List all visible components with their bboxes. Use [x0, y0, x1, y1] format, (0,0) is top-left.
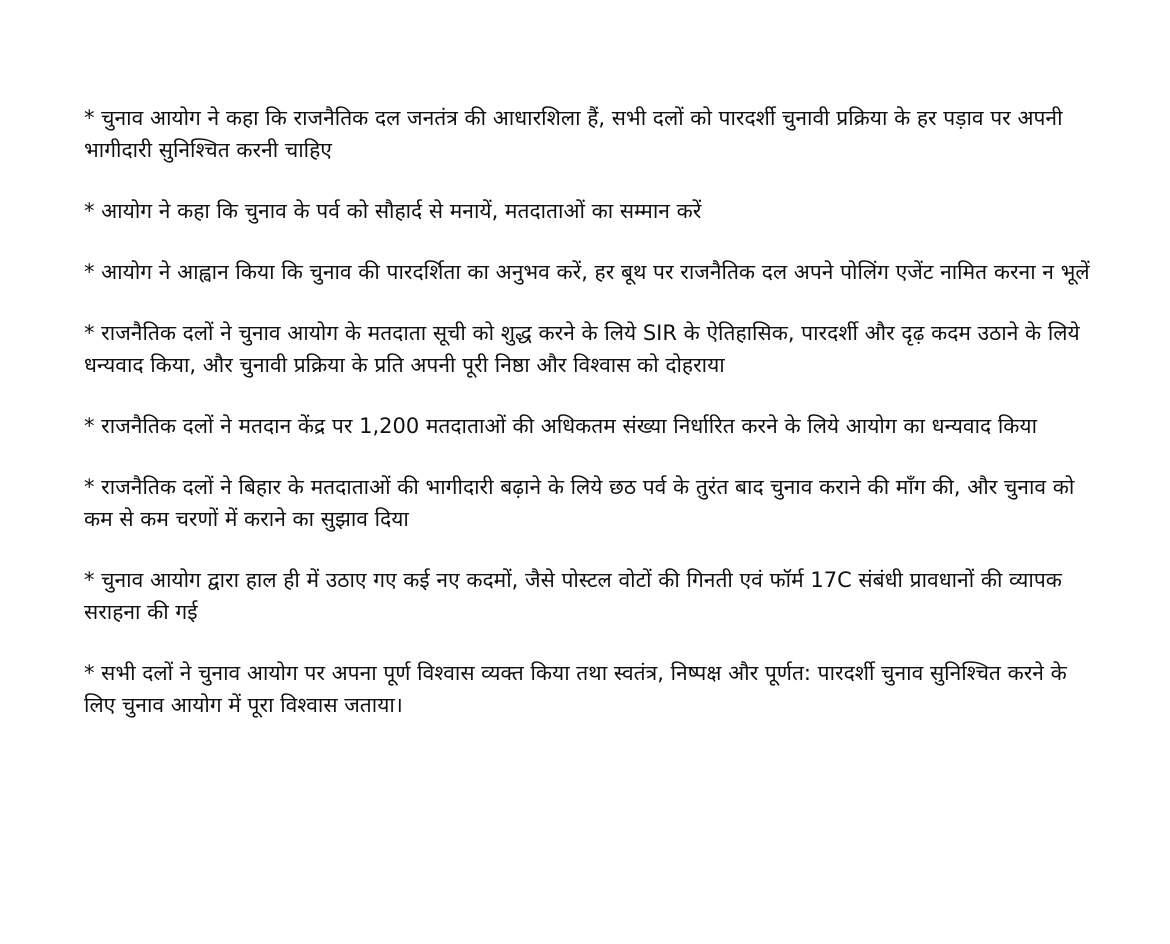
bullet-point: * राजनैतिक दलों ने बिहार के मतदाताओं की भागीदारी बढ़ाने के लिये छठ पर्व के तुरंत बाद चुनाव कराने की माँग की, और चुनाव को कम से कम चरणों में कराने का सुझाव दिया [84, 475, 1075, 531]
bullet-point: * आयोग ने कहा कि चुनाव के पर्व को सौहार्द से मनायें, मतदाताओं का सम्मान करें [84, 199, 702, 223]
bullet-point: * चुनाव आयोग ने कहा कि राजनैतिक दल जनतंत्र की आधारशिला हैं, सभी दलों को पारदर्शी चुनावी प्रक्रिया के हर पड़ाव पर अपनी भागीदारी सुनिश्चित करनी चाहिए [84, 106, 1063, 162]
bullet-point: * चुनाव आयोग द्वारा हाल ही में उठाए गए कई नए कदमों, जैसे पोस्टल वोटों की गिनती एवं फॉर्म 17C संबंधी प्रावधानों की व्यापक सराहना की गई [84, 568, 1062, 624]
bullet-point: * राजनैतिक दलों ने चुनाव आयोग के मतदाता सूची को शुद्ध करने के लिये SIR के ऐतिहासिक, पारदर्शी और दृढ़ कदम उठाने के लिये धन्यवाद किया, और चुनावी प्रक्रिया के प्रति अपनी पूरी निष्ठा और विश्वास को दोहराया [84, 321, 1080, 377]
bullet-point: * सभी दलों ने चुनाव आयोग पर अपना पूर्ण विश्वास व्यक्त किया तथा स्वतंत्र, निष्पक्ष और पूर्णत: पारदर्शी चुनाव सुनिश्चित करने के लिए चुनाव आयोग में पूरा विश्वास जताया। [84, 661, 1067, 717]
bullet-point: * आयोग ने आह्वान किया कि चुनाव की पारदर्शिता का अनुभव करें, हर बूथ पर राजनैतिक दल अपने पोलिंग एजेंट नामित करना न भूलें [84, 260, 1090, 284]
document-body [84, 102, 1094, 721]
bullet-point: * राजनैतिक दलों ने मतदान केंद्र पर 1,200 मतदाताओं की अधिकतम संख्या निर्धारित करने के लिये आयोग का धन्यवाद किया [84, 414, 1038, 438]
